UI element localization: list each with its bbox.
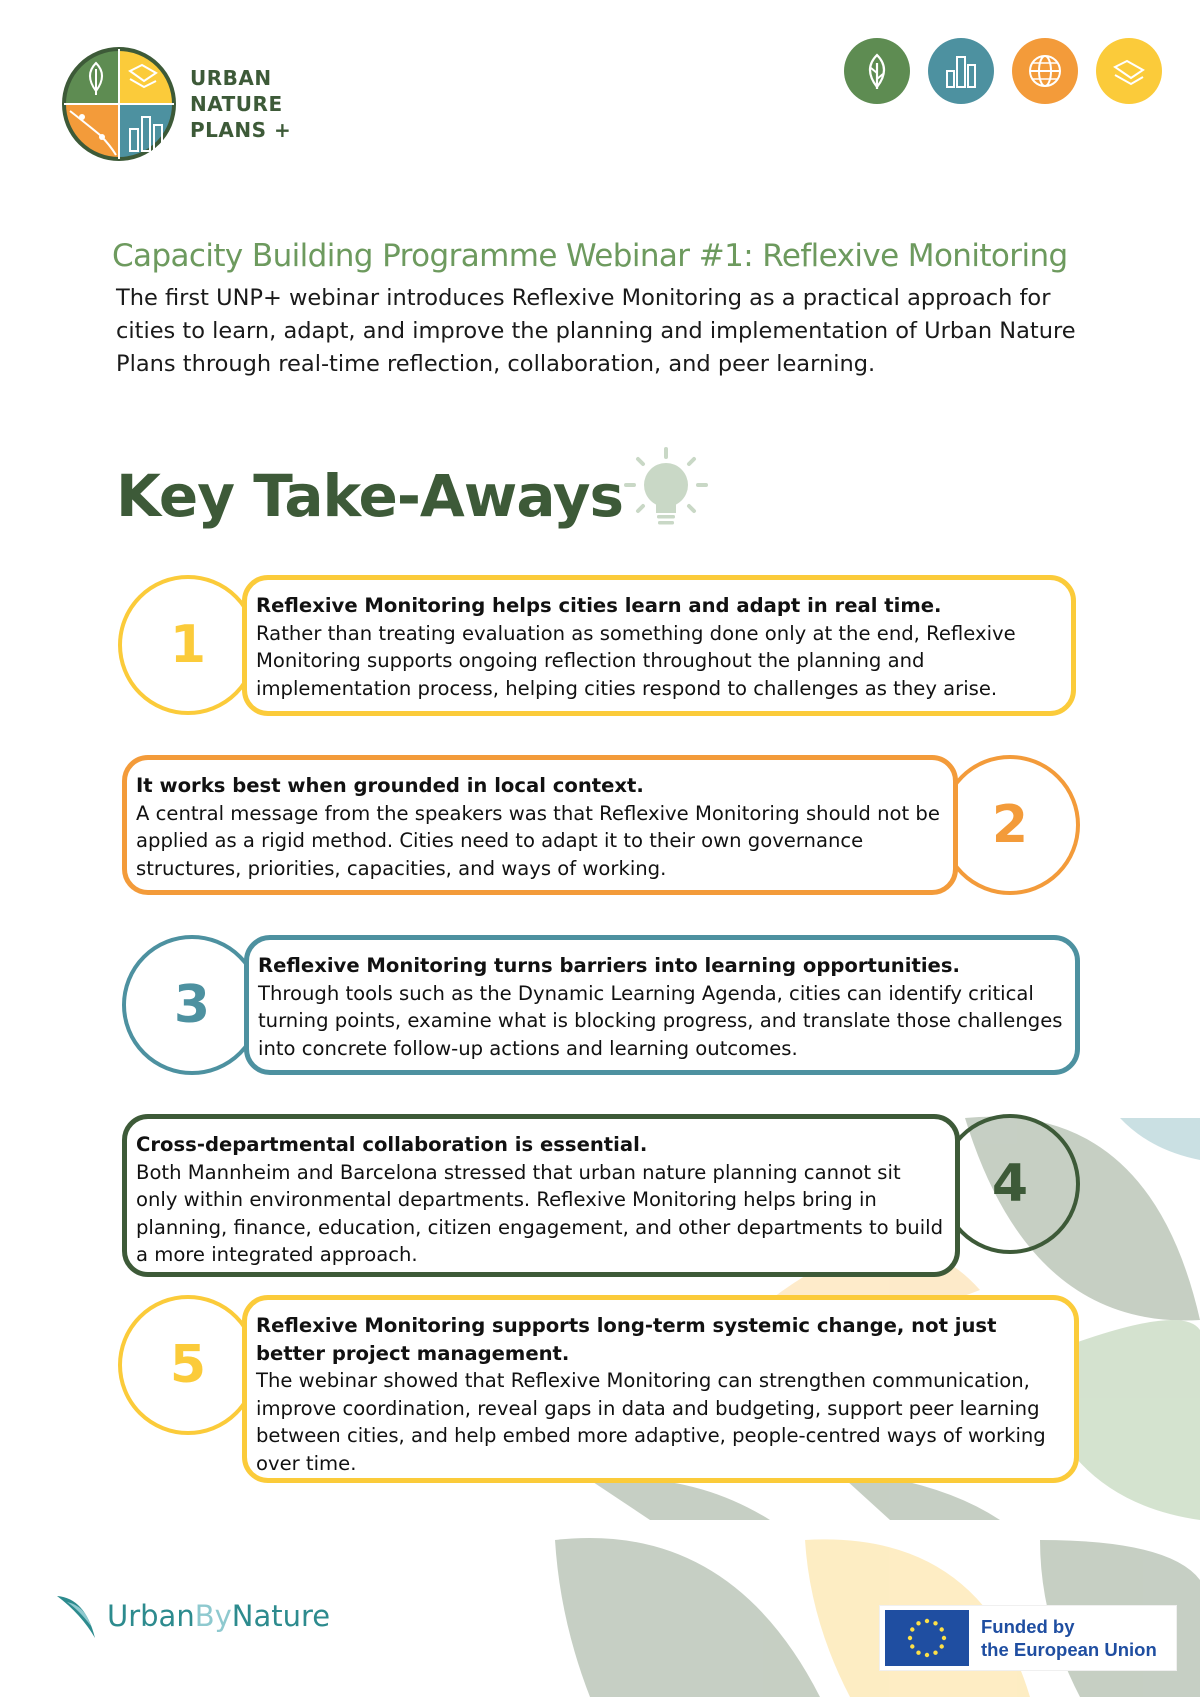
takeaway-heading-5: Reflexive Monitoring supports long-term systemic change, not just better project management. — [256, 1314, 997, 1365]
eu-star — [942, 1636, 946, 1640]
takeaway-body-4: Both Mannheim and Barcelona stressed that urban nature planning cannot sit only within environmental departments. Reflexive Monitoring helps bring in planning, finance, education, citizen engagement, and other departments to build a more integrated approach. — [136, 1160, 944, 1266]
page-title: Capacity Building Programme Webinar #1: Reflexive Monitoring — [112, 238, 1068, 274]
globe-icon — [1012, 38, 1078, 104]
eu-star — [910, 1644, 914, 1648]
takeaway-heading-1: Reflexive Monitoring helps cities learn and adapt in real time. — [256, 594, 942, 617]
section-title: Key Take-Aways — [116, 462, 624, 530]
theme-icons — [844, 38, 1162, 104]
intro-paragraph: The first UNP+ webinar introduces Reflexive Monitoring as a practical approach for cities to learn, adapt, and improve the planning and implementation of Urban Nature Plans through real-time reflection, collaboration, and peer learning. — [116, 285, 1076, 377]
takeaway-body-3: Through tools such as the Dynamic Learning Agenda, cities can identify critical turning points, examine what is blocking progress, and translate those challenges into concrete follow-up actions and learning outcomes. — [258, 981, 1063, 1060]
eu-star — [933, 1621, 937, 1625]
logo-line-2: NATURE — [190, 92, 283, 116]
takeaway-number-1: 1 — [118, 575, 258, 715]
eu-star — [925, 1619, 929, 1623]
takeaway-number-3: 3 — [122, 935, 262, 1075]
eu-flag-icon — [885, 1610, 969, 1666]
ubn-part-by: By — [194, 1599, 232, 1633]
urban-by-nature-logo — [55, 1592, 330, 1640]
takeaway-body-1: Rather than treating evaluation as something done only at the end, Reflexive Monitoring supports ongoing reflection throughout the planning and implementation process, helping cities respond to challenges as they arise. — [256, 621, 1016, 700]
urban-nature-plans-logo — [60, 45, 291, 163]
takeaway-number-4: 4 — [940, 1114, 1080, 1254]
ubn-part-nature: Nature — [231, 1599, 331, 1633]
eu-line-1: Funded by — [981, 1616, 1075, 1637]
eu-funding-badge — [880, 1606, 1176, 1670]
logo-wordmark — [190, 65, 291, 143]
eu-star — [940, 1627, 944, 1631]
takeaway-card-4 — [122, 1114, 960, 1277]
takeaway-number-5: 5 — [118, 1295, 258, 1435]
takeaway-card-3 — [244, 935, 1080, 1075]
eu-star — [916, 1621, 920, 1625]
logo-line-3: PLANS + — [190, 118, 292, 142]
logo-line-1: URBAN — [190, 66, 272, 90]
takeaway-body-2: A central message from the speakers was that Reflexive Monitoring should not be applied as a rigid method. Cities need to adapt it to their own governance structures, priorities, capacities, and ways of working. — [136, 801, 940, 880]
takeaway-heading-4: Cross-departmental collaboration is essential. — [136, 1133, 648, 1156]
eu-star — [908, 1636, 912, 1640]
takeaway-heading-3: Reflexive Monitoring turns barriers into learning opportunities. — [258, 954, 960, 977]
takeaway-card-5 — [242, 1295, 1079, 1483]
swoosh-icon — [55, 1592, 101, 1640]
eu-star — [940, 1644, 944, 1648]
ubn-part-urban: Urban — [107, 1599, 195, 1633]
takeaway-heading-2: It works best when grounded in local context. — [136, 774, 644, 797]
city-icon — [928, 38, 994, 104]
eu-star — [916, 1651, 920, 1655]
leaf-icon — [844, 38, 910, 104]
eu-line-2: the European Union — [981, 1639, 1157, 1660]
takeaway-body-5: The webinar showed that Reflexive Monitoring can strengthen communication, improve coordination, reveal gaps in data and budgeting, support peer learning between cities, and help embed more adaptive, people-centred ways of working over time. — [256, 1369, 1046, 1475]
takeaway-card-2 — [122, 755, 958, 895]
eu-star — [910, 1627, 914, 1631]
lightbulb-icon — [620, 445, 712, 537]
urban-by-nature-wordmark — [107, 1599, 330, 1633]
handshake-icon — [1096, 38, 1162, 104]
logo-emblem-icon — [60, 45, 178, 163]
eu-star — [933, 1651, 937, 1655]
takeaway-number-2: 2 — [940, 755, 1080, 895]
eu-star — [925, 1653, 929, 1657]
eu-funding-text — [981, 1615, 1157, 1661]
takeaway-card-1 — [242, 575, 1076, 716]
